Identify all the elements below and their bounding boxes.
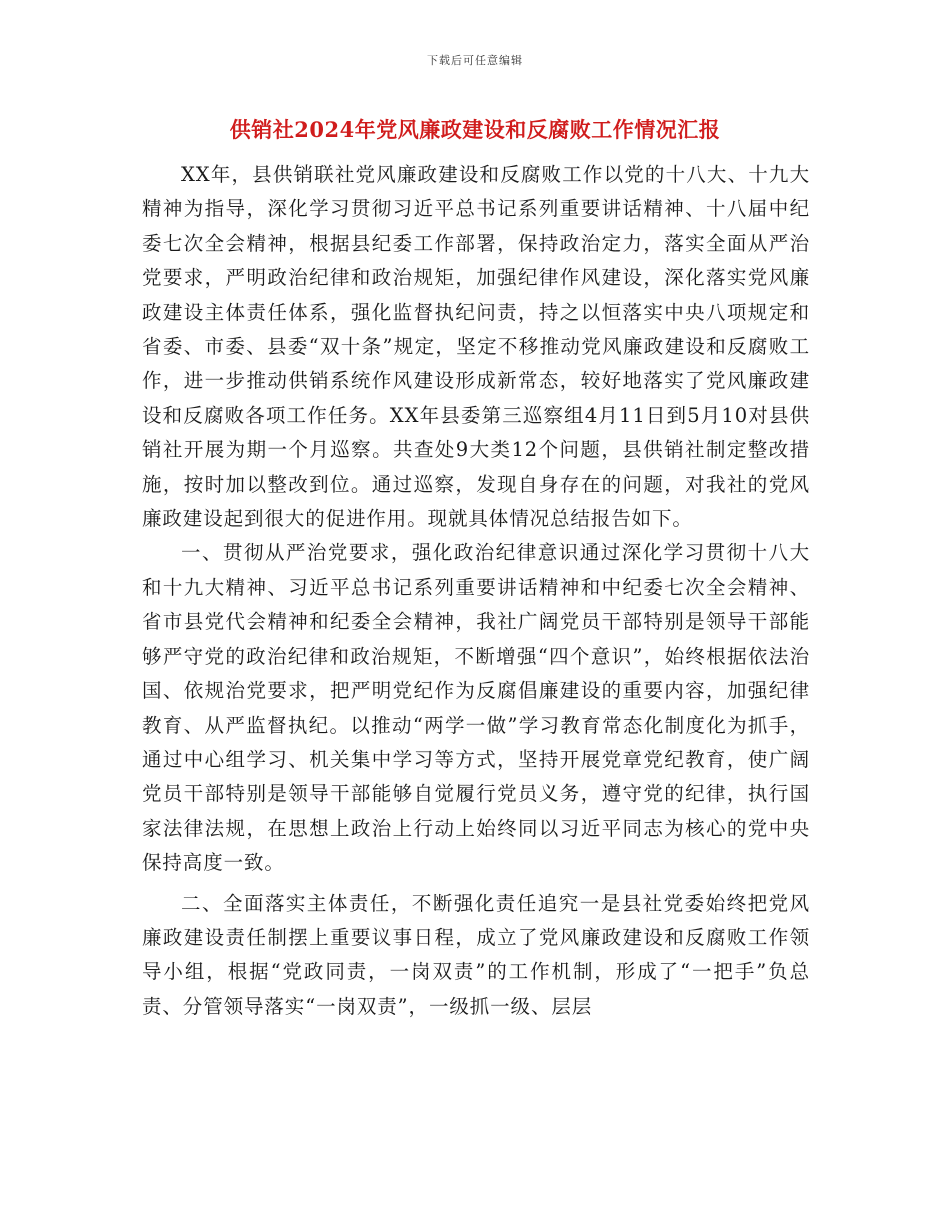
paragraph-intro: XX年，县供销联社党风廉政建设和反腐败工作以党的十八大、十九大精神为指导，深化学习贯彻习近平总书记系列重要讲话精神、十八届中纪委七次全会精神，根据县纪委工作部署，保持政治定力，落实全面从严治党要求，严明政治纪律和政治规矩，加强纪律作风建设，深化落实党风廉政建设主体责任体系，强化监督执纪问责，持之以恒落实中央八项规定和省委、市委、县委“双十条”规定，坚定不移推动党风廉政建设和反腐败工作，进一步推动供销系统作风建设形成新常态，较好地落实了党风廉政建设和反腐败各项工作任务。XX年县委第三巡察组4月11日到5月10对县供销社开展为期一个月巡察。共查处9大类12个问题，县供销社制定整改措施，按时加以整改到位。通过巡察，发现自身存在的问题，对我社的党风廉政建设起到很大的促进作用。现就具体情况总结报告如下。 [142,163,810,531]
paragraph-section-1: 一、贯彻从严治党要求，强化政治纪律意识通过深化学习贯彻十八大和十九大精神、习近平总书记系列重要讲话精神和中纪委七次全会精神、省市县党代会精神和纪委全会精神，我社广阔党员干部特别是领导干部能够严守党的政治纪律和政治规矩，不断增强“四个意识”，始终根据依法治国、依规治党要求，把严明党纪作为反腐倡廉建设的重要内容，加强纪律教育、从严监督执纪。以推动“两学一做”学习教育常态化制度化为抓手，通过中心组学习、机关集中学习等方式，坚持开展党章党纪教育，使广阔党员干部特别是领导干部能够自觉履行党员义务，遵守党的纪律，执行国家法律法规，在思想上政治上行动上始终同以习近平同志为核心的党中央保持高度一致。 [142,541,810,875]
page-header-note: 下载后可任意编辑 [427,54,523,67]
document-title: 供销社2024年党风廉政建设和反腐败工作情况汇报 [229,117,721,142]
document-body [142,158,810,1024]
paragraph-section-2: 二、全面落实主体责任，不断强化责任追究一是县社党委始终把党风廉政建设责任制摆上重要议事日程，成立了党风廉政建设和反腐败工作领导小组，根据“党政同责，一岗双责”的工作机制，形成了“一把手”负总责、分管领导落实“一岗双责”，一级抓一级、层层 [142,891,810,1018]
